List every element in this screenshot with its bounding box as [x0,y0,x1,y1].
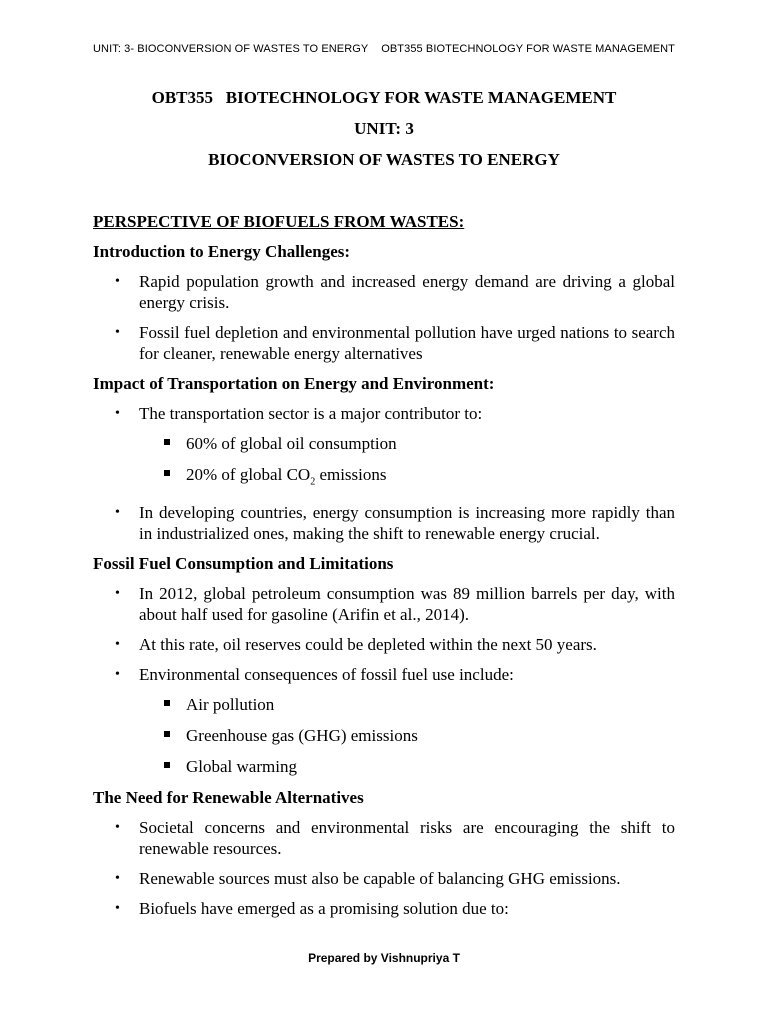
list-item-text: Fossil fuel depletion and environmental pollution have urged nations to search for cleaner, renewable energy alternatives [139,323,675,363]
sub-list-item-text: 60% of global oil consumption [186,434,397,453]
list-item [93,634,675,655]
sub-list-item [139,464,675,492]
sub-list-item [139,694,675,715]
sub-list-item [139,725,675,746]
list-item-text: Rapid population growth and increased energy demand are driving a global energy crisis. [139,272,675,312]
unit-title: UNIT: 3 [354,119,414,138]
fossil-list [93,583,675,777]
list-item [93,502,675,544]
list-item [93,322,675,364]
running-header [93,43,675,55]
sub-list-item-text: Global warming [186,757,297,777]
renewable-heading: The Need for Renewable Alternatives [93,788,364,808]
list-item [93,583,675,625]
sub-list [139,694,675,777]
square-bullet-icon [164,439,170,445]
list-item-text: The transportation sector is a major contributor to: [139,404,483,423]
list-item [93,898,675,919]
course-title: OBT355 BIOTECHNOLOGY FOR WASTE MANAGEMENT [151,88,617,107]
round-bullet-icon: • [115,406,120,421]
sub-list-item-text: Air pollution [186,695,275,715]
round-bullet-icon: • [115,901,120,917]
sub-list-item [139,756,675,777]
transport-list [93,403,675,544]
square-bullet-icon [164,731,170,737]
list-item-text: Renewable sources must also be capable of balancing GHG emissions. [139,869,621,889]
list-item-text: In developing countries, energy consumption is increasing more rapidly than in industrialized ones, making the shift to renewable energy crucial. [139,503,675,544]
topic-title: BIOCONVERSION OF WASTES TO ENERGY [208,150,560,169]
list-item [93,664,675,777]
square-bullet-icon [164,700,170,706]
intro-list [93,271,675,364]
square-bullet-icon [164,470,170,476]
list-item-text: Societal concerns and environmental risks are encouraging the shift to renewable resources. [139,818,675,859]
sub-list-item-text: 20% of global CO [186,465,311,484]
round-bullet-icon: • [115,637,120,653]
list-item-text: At this rate, oil reserves could be depleted within the next 50 years. [139,635,597,655]
intro-heading: Introduction to Energy Challenges: [93,242,351,261]
list-item-text: In 2012, global petroleum consumption was 89 million barrels per day, with about half used for gasoline (Arifin et al., 2014). [139,584,675,625]
list-item-text: Environmental consequences of fossil fuel use include: [139,665,514,685]
document-body [93,211,675,928]
transport-heading: Impact of Transportation on Energy and Environment: [93,374,495,393]
list-item-text: Biofuels have emerged as a promising solution due to: [139,899,509,919]
sub-list [139,433,675,492]
round-bullet-icon: • [115,586,120,602]
round-bullet-icon: • [115,871,120,887]
round-bullet-icon: • [115,820,120,836]
page-footer: Prepared by Vishnupriya T [308,951,460,965]
sub-list-item [139,433,675,454]
square-bullet-icon [164,762,170,768]
renewable-list [93,817,675,919]
fossil-heading: Fossil Fuel Consumption and Limitations [93,554,394,574]
sub-list-item-text: Greenhouse gas (GHG) emissions [186,726,418,746]
round-bullet-icon: • [115,505,120,521]
list-item [93,403,675,492]
running-header-right: OBT355 BIOTECHNOLOGY FOR WASTE MANAGEMENT [381,43,675,55]
running-header-left: UNIT: 3- BIOCONVERSION OF WASTES TO ENERGY [93,43,369,55]
round-bullet-icon: • [115,325,120,340]
list-item [93,271,675,313]
list-item [93,868,675,889]
round-bullet-icon: • [115,274,120,289]
co2-subscript: 2 [310,476,316,488]
section-heading: PERSPECTIVE OF BIOFUELS FROM WASTES: [93,212,465,231]
round-bullet-icon: • [115,667,120,683]
sub-list-item-text-tail: emissions [315,465,387,484]
list-item [93,817,675,859]
